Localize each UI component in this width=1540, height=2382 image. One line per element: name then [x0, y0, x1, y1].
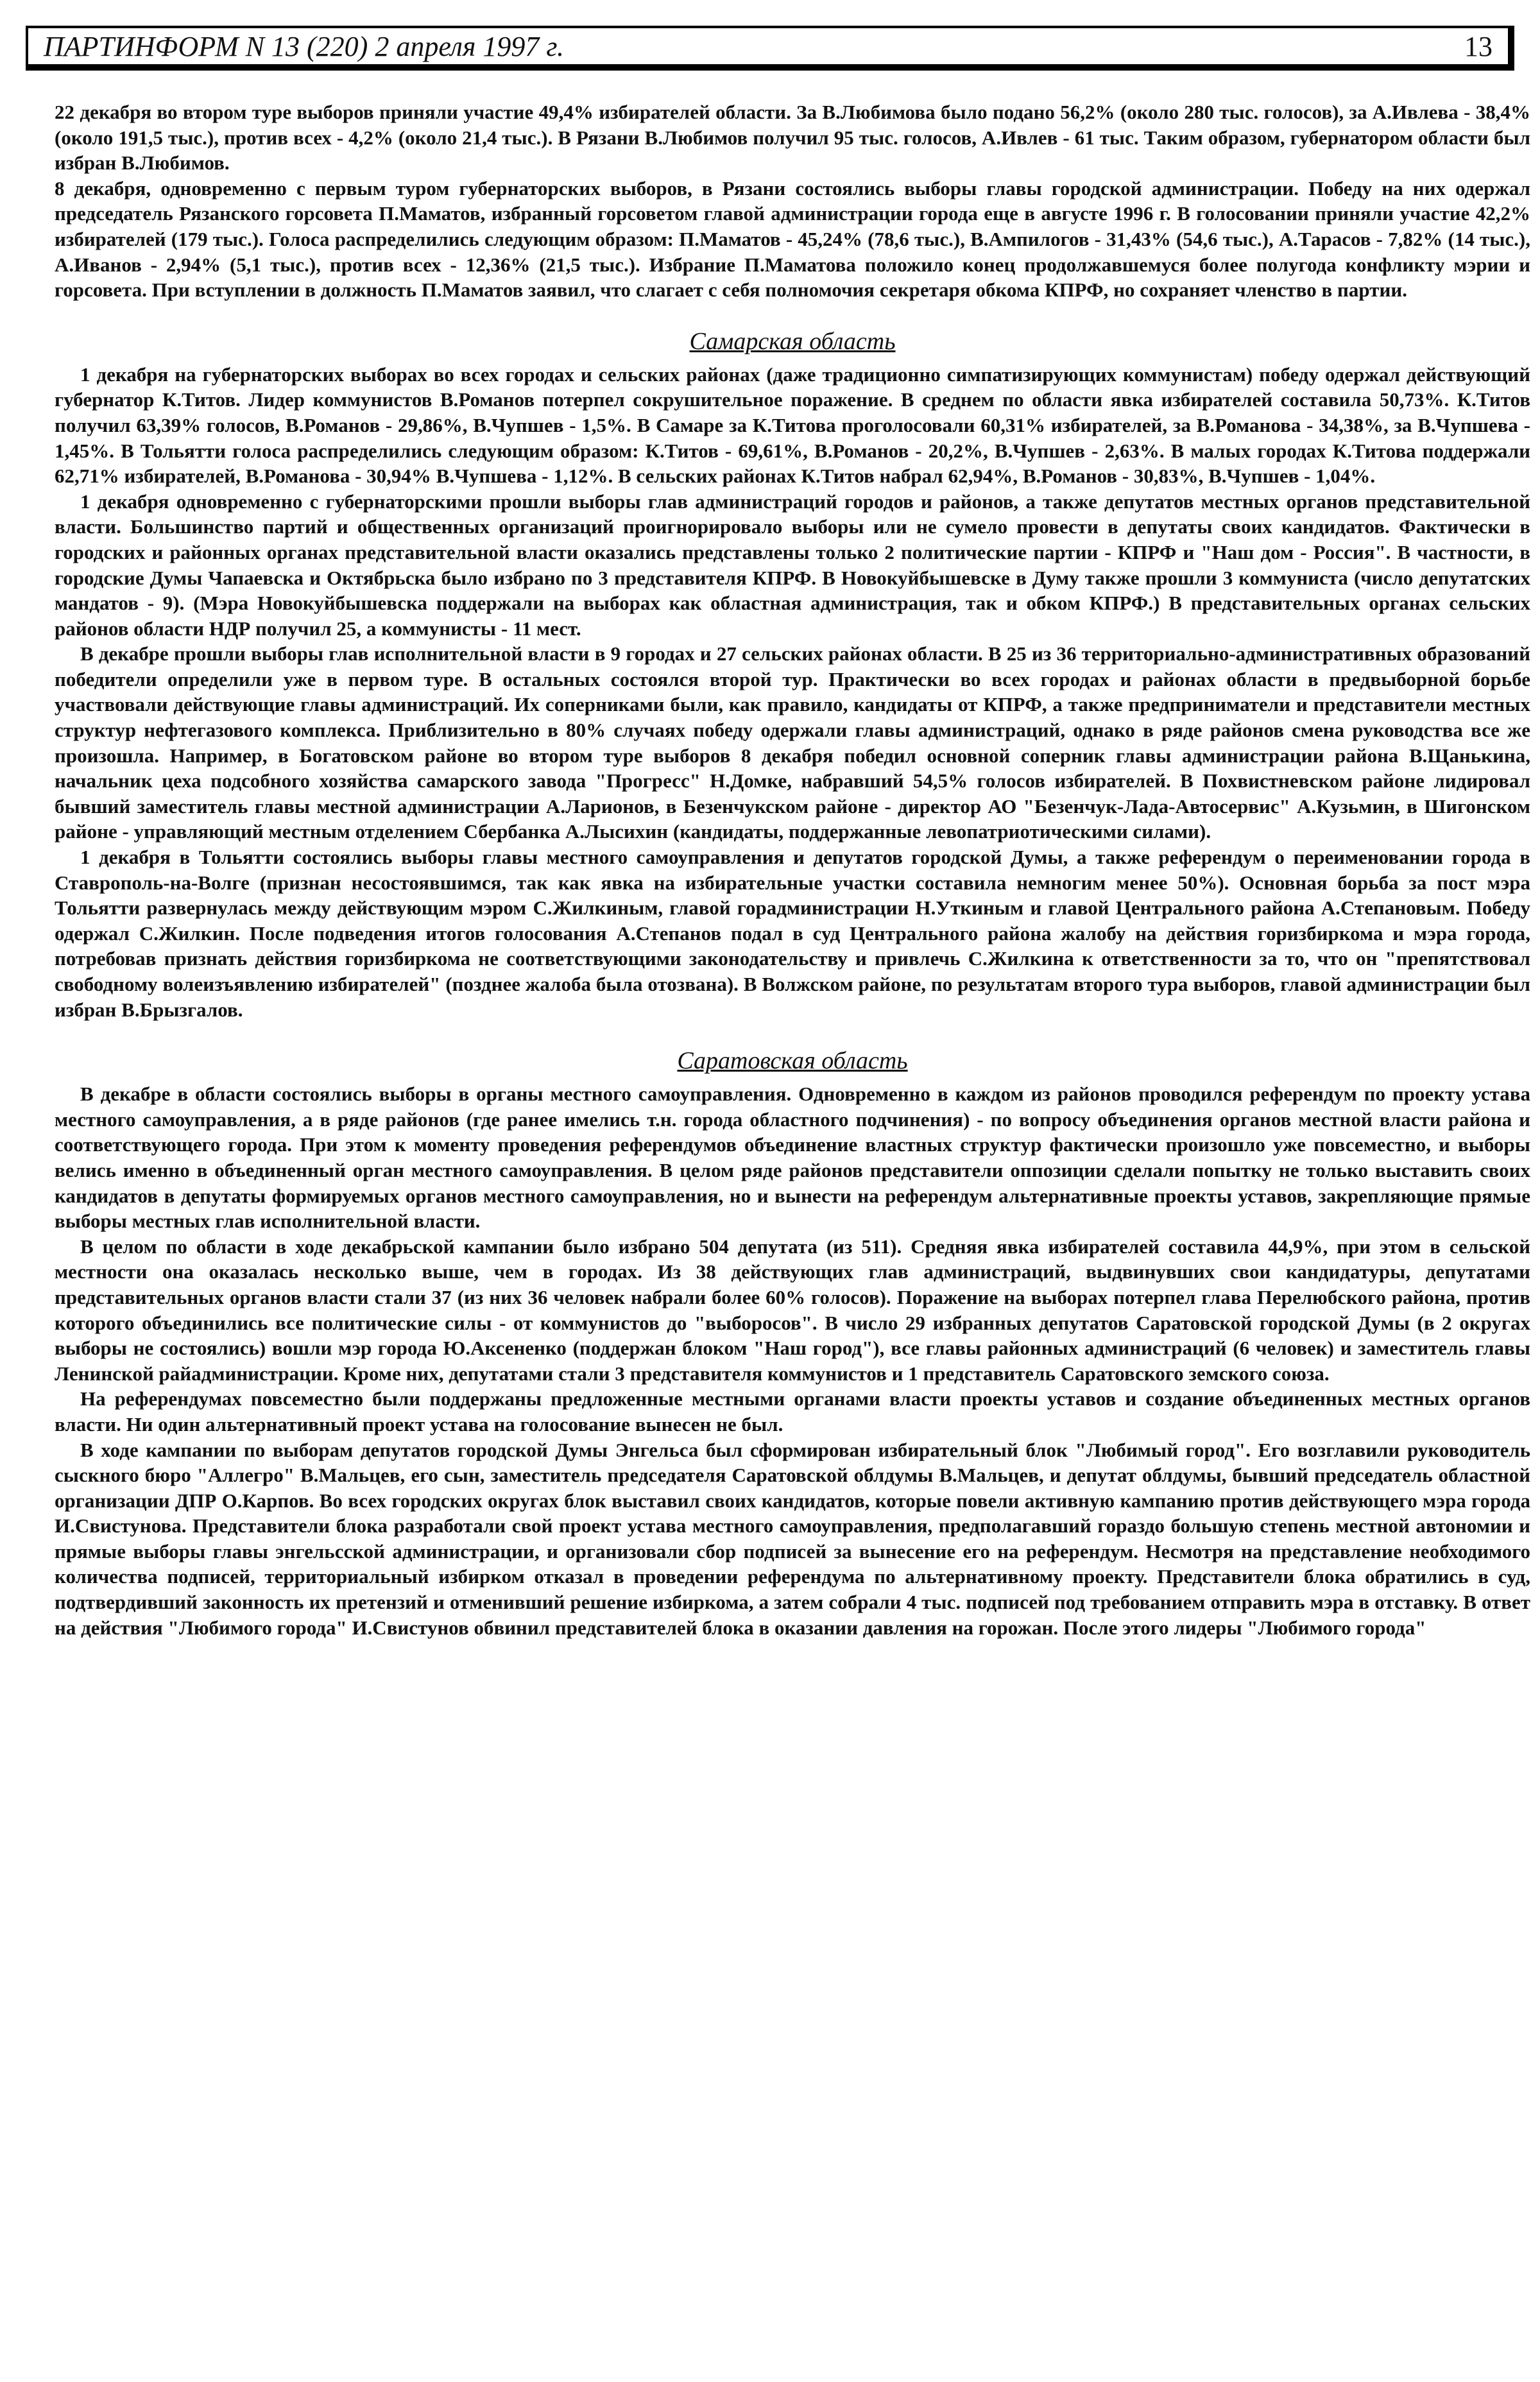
- section-heading-saratov: Саратовская область: [677, 1047, 908, 1075]
- paragraph: На референдумах повсеместно были поддержаны предложенные местными органами власти проекты уставов и создание объединенных местных органов власти. Ни один альтернативный проект устава на голосование вынесен не был.: [55, 1387, 1530, 1435]
- paragraph: 1 декабря одновременно с губернаторскими прошли выборы глав администраций городов и районов, а также депутатов местных органов представительной власти. Большинство партий и общественных организаций проигнорировало выборы или не сумело провести в депутаты своих кандидатов. Фактически в городских и районных органах представительной власти оказались представлены только 2 политические партии - КПРФ и "Наш дом - Россия". В частности, в городские Думы Чапаевска и Октябрьска было избрано по 3 представителя КПРФ. В Новокуйбышевске в Думу также прошли 3 коммуниста (число депутатских мандатов - 9). (Мэра Новокуйбышевска поддержали на выборах как областная администрация, так и обком КПРФ.) В представительных органах сельских районов области НДР получил 25, а коммунисты - 11 мест.: [55, 490, 1530, 640]
- page-header: [26, 26, 1514, 71]
- paragraph: 1 декабря в Тольятти состоялись выборы главы местного самоуправления и депутатов городской Думы, а также референдум о переименовании города в Ставрополь-на-Волге (признан несостоявшимся, так как явка на избирательные участки составила немногим менее 50%). Основная борьба за пост мэра Тольятти развернулась между действующим мэром С.Жилкиным, главой горадминистрации Н.Уткиным и главой Центрального района А.Степановым. Победу одержал С.Жилкин. После подведения итогов голосования А.Степанов подал в суд Центрального района жалобу на действия горизбиркома и мэра города, потребовав признать действия горизбиркома не соответствующими законодательству и привлечь С.Жилкина к ответственности за то, что он "препятствовал свободному волеизъявлению избирателей" (позднее жалоба была отозвана). В Волжском районе, по результатам второго тура выборов, главой администрации был избран В.Брызгалов.: [55, 846, 1530, 1021]
- paragraph: В ходе кампании по выборам депутатов городской Думы Энгельса был сформирован избирательный блок "Любимый город". Его возглавили руководитель сыскного бюро "Аллегро" В.Мальцев, его сын, заместитель председателя Саратовской облдумы В.Мальцев, и депутат облдумы, бывший председатель областной организации ДПР О.Карпов. Во всех городских округах блок выставил своих кандидатов, которые повели активную кампанию против действующего мэра города И.Свистунова. Представители блока разработали свой проект устава местного самоуправления, предполагавший гораздо большую степень местной автономии и прямые выборы главы энгельсской администрации, и организовали сбор подписей за вынесение его на референдум. Несмотря на представление необходимого количества подписей, территориальный избирком отказал в проведении референдума по альтернативному проекту. Представители блока обратились в суд, подтвердивший законность их претензий и отменивший решение избиркома, а затем собрали 4 тыс. подписей под требованием отправить мэра в отставку. В ответ на действия "Любимого города" И.Свистунов обвинил представителей блока в оказании давления на горожан. После этого лидеры "Любимого города": [55, 1438, 1530, 1639]
- section-heading-samara: Самарская область: [689, 327, 896, 355]
- paragraph: В декабре прошли выборы глав исполнительной власти в 9 городах и 27 сельских районах области. В 25 из 36 территориально-административных образований победители определили уже в первом туре. В остальных состоялся второй тур. Практически во всех городах и районах области в предвыборной борьбе участвовали действующие главы администраций. Их соперниками были, как правило, кандидаты от КПРФ, а также предприниматели и представители местных структур нефтегазового комплекса. Приблизительно в 80% случаях победу одержали главы администраций, однако в ряде районов смена руководства все же произошла. Например, в Богатовском районе во втором туре выборов 8 декабря победил основной соперник главы администрации района В.Щанькина, начальник цеха подсобного хозяйства самарского завода "Прогресс" Н.Домке, набравший 54,5% голосов избирателей. В Похвистневском районе лидировал бывший заместитель главы местной администрации А.Ларионов, в Безенчукском районе - директор АО "Безенчук-Лада-Автосервис" А.Кузьмин, в Шигонском районе - управляющий местным отделением Сбербанка А.Лысихин (кандидаты, поддержанные левопатриотическими силами).: [55, 642, 1530, 843]
- paragraph: 22 декабря во втором туре выборов приняли участие 49,4% избирателей области. За В.Любимова было подано 56,2% (около 280 тыс. голосов), за А.Ивлева - 38,4% (около 191,5 тыс.), против всех - 4,2% (около 21,4 тыс.). В Рязани В.Любимов получил 95 тыс. голосов, А.Ивлев - 61 тыс. Таким образом, губернатором области был избран В.Любимов.: [55, 101, 1530, 175]
- paragraph: В целом по области в ходе декабрьской кампании было избрано 504 депутата (из 511). Средняя явка избирателей составила 44,9%, при этом в сельской местности она оказалась несколько выше, чем в городах. Из 38 действующих глав администраций, выдвинувших свои кандидатуры, депутатами представительных органов власти стали 37 (из них 36 человек набрали более 60% голосов). Поражение на выборах потерпел глава Перелюбского района, против которого объединились все политические силы - от коммунистов до "выборосов". В число 29 избранных депутатов Саратовской городской Думы (в 2 округах выборы не состоялись) вошли мэр города Ю.Аксененко (поддержан блоком "Наш город"), все главы районных администраций (6 человек) и заместитель главы Ленинской райадминистрации. Кроме них, депутатами стали 3 представителя коммунистов и 1 представитель Саратовского земского союза.: [55, 1235, 1530, 1385]
- article-body: [55, 99, 1530, 1640]
- header-title: ПАРТИНФОРМ N 13 (220) 2 апреля 1997 г.: [44, 30, 564, 62]
- paragraph: В декабре в области состоялись выборы в органы местного самоуправления. Одновременно в каждом из районов проводился референдум по проекту устава местного самоуправления, а в ряде районов (где ранее имелись т.н. города областного подчинения) - по вопросу объединения органов местной власти района и соответствующего города. При этом к моменту проведения референдумов объединение властных структур фактически произошло уже повсеместно, и выборы велись именно в объединенный орган местного самоуправления. В целом ряде районов представители оппозиции сделали попытку не только выставить своих кандидатов в депутаты формируемых органов местного самоуправления, но и вынести на референдум альтернативные проекты уставов, закрепляющие прямые выборы местных глав исполнительной власти.: [55, 1083, 1530, 1233]
- paragraph: 8 декабря, одновременно с первым туром губернаторских выборов, в Рязани состоялись выборы главы городской администрации. Победу на них одержал председатель Рязанского горсовета П.Маматов, избранный горсоветом главой администрации города еще в августе 1996 г. В голосовании приняли участие 42,2% избирателей (179 тыс.). Голоса распределились следующим образом: П.Маматов - 45,24% (78,6 тыс.), В.Ампилогов - 31,43% (54,6 тыс.), А.Тарасов - 7,82% (14 тыс.), А.Иванов - 2,94% (5,1 тыс.), против всех - 12,36% (21,5 тыс.). Избрание П.Маматова положило конец продолжавшемуся более полугода конфликту мэрии и горсовета. При вступлении в должность П.Маматов заявил, что слагает с себя полномочия секретаря обкома КПРФ, но сохраняет членство в партии.: [55, 176, 1530, 302]
- document-page: [26, 26, 1530, 2356]
- page-number: 13: [1464, 30, 1493, 62]
- paragraph: 1 декабря на губернаторских выборах во всех городах и сельских районах (даже традиционно симпатизирующих коммунистам) победу одержал действующий губернатор К.Титов. Лидер коммунистов В.Романов потерпел сокрушительное поражение. В среднем по области явка избирателей составила 50,73%. К.Титов получил 63,39% голосов, В.Романов - 29,86%, В.Чупшев - 1,5%. В Самаре за К.Титова проголосовали 60,31% избирателей, за В.Романова - 34,38%, за В.Чупшева - 1,45%. В Тольятти голоса распределились следующим образом: К.Титов - 69,61%, В.Романов - 20,2%, В.Чупшев - 2,63%. В малых городах К.Титова поддержали 62,71% избирателей, В.Романова - 30,94% В.Чупшева - 1,12%. В сельских районах К.Титов набрал 62,94%, В.Романов - 30,83%, В.Чупшев - 1,04%.: [55, 363, 1530, 488]
